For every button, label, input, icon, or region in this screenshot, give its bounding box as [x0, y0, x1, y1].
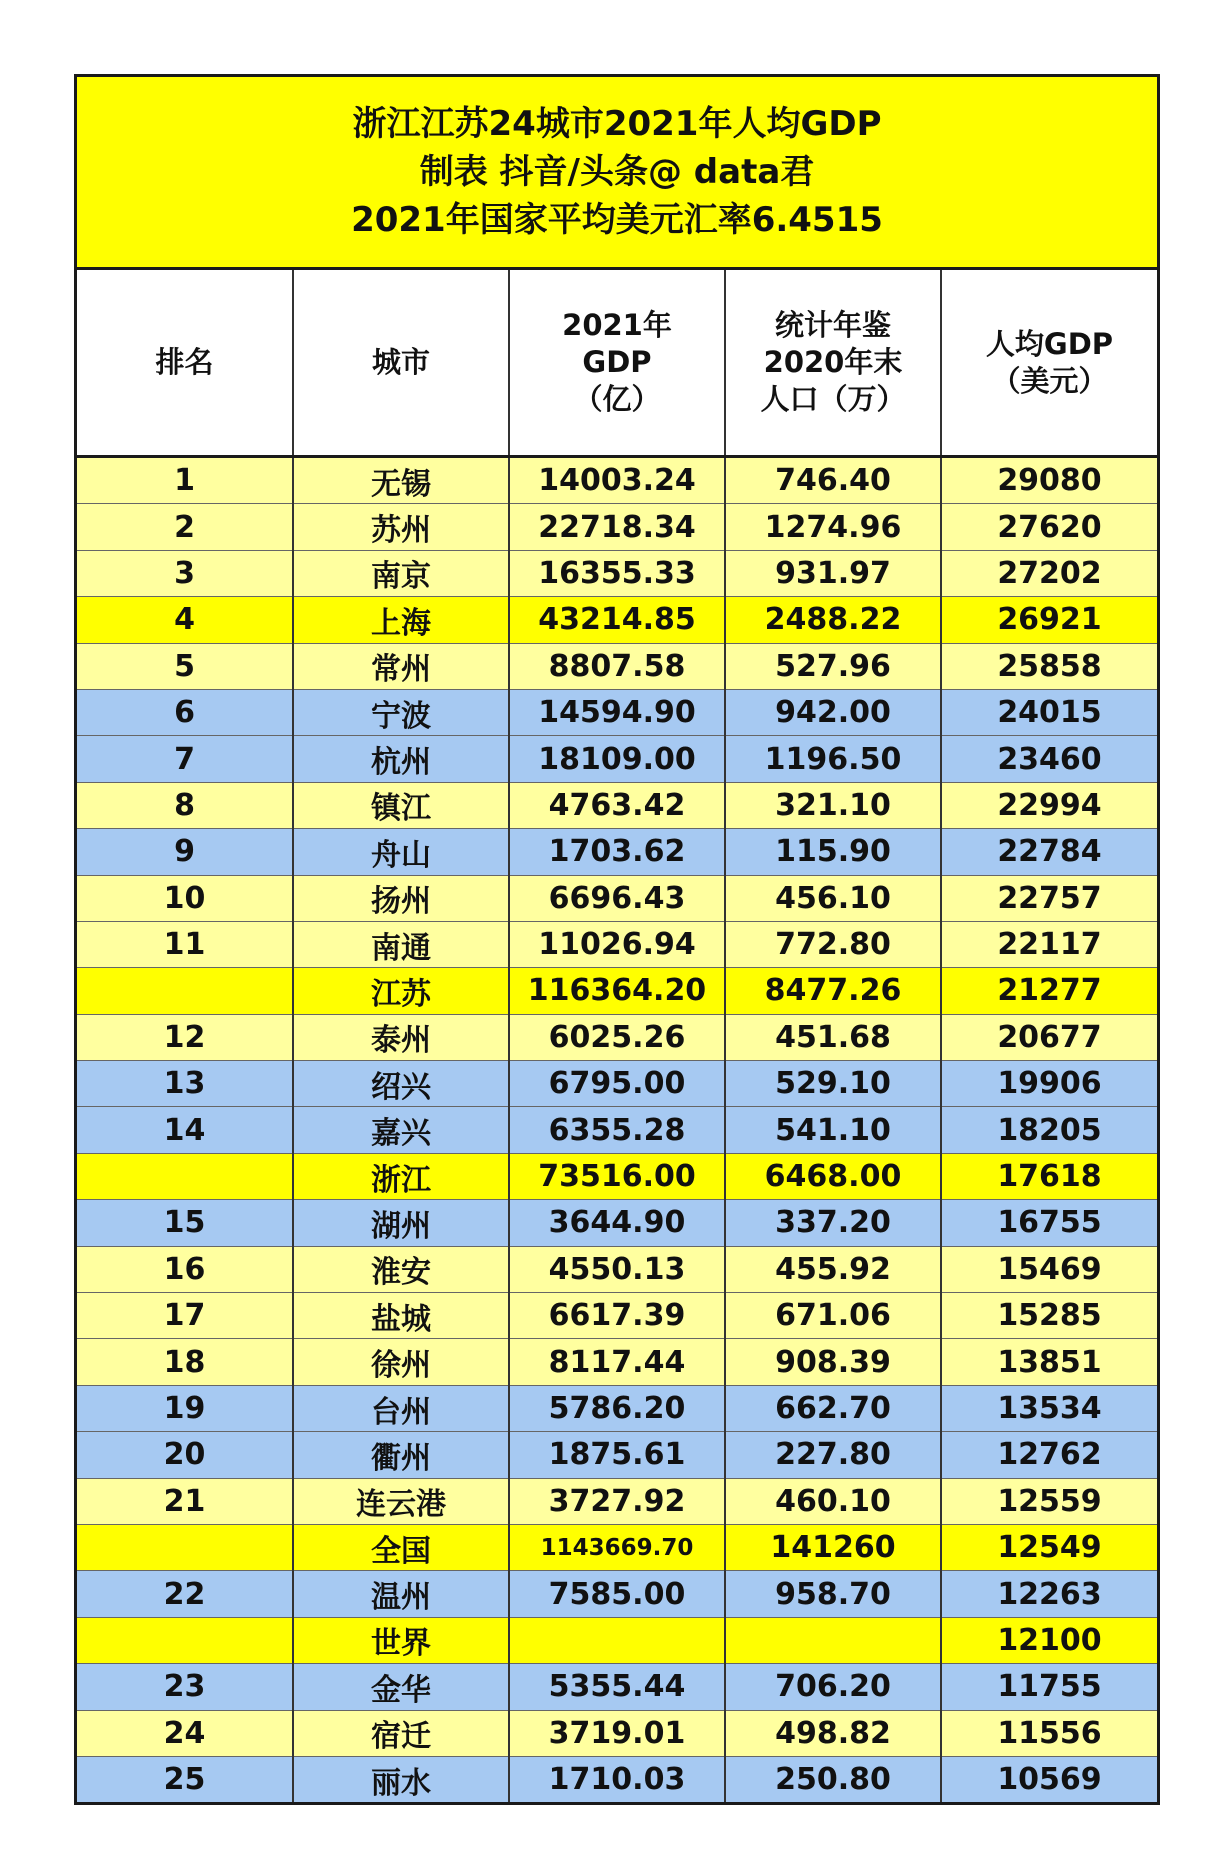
gdp-cell: 6355.28 — [509, 1107, 725, 1153]
table-row — [77, 504, 1157, 550]
gdp-cell: 5786.20 — [509, 1385, 725, 1431]
rank-cell: 11 — [77, 921, 293, 967]
per-capita-gdp-cell: 27620 — [941, 504, 1157, 550]
population-cell: 498.82 — [725, 1710, 941, 1756]
table-row — [77, 968, 1157, 1014]
per-capita-gdp-cell: 22784 — [941, 829, 1157, 875]
city-cell: 泰州 — [293, 1014, 509, 1060]
population-cell: 6468.00 — [725, 1153, 941, 1199]
per-capita-gdp-cell: 27202 — [941, 550, 1157, 596]
gdp-cell: 6795.00 — [509, 1061, 725, 1107]
header-gdp: 2021年 GDP （亿） — [509, 270, 725, 457]
table-row — [77, 1061, 1157, 1107]
per-capita-gdp-cell: 20677 — [941, 1014, 1157, 1060]
population-cell: 958.70 — [725, 1571, 941, 1617]
population-cell: 942.00 — [725, 689, 941, 735]
population-cell — [725, 1617, 941, 1663]
population-cell: 451.68 — [725, 1014, 941, 1060]
per-capita-gdp-cell: 19906 — [941, 1061, 1157, 1107]
rank-cell — [77, 1153, 293, 1199]
city-cell: 盐城 — [293, 1293, 509, 1339]
population-cell: 321.10 — [725, 782, 941, 828]
rank-cell — [77, 968, 293, 1014]
header-per-capita-gdp: 人均GDP （美元） — [941, 270, 1157, 457]
gdp-cell: 8807.58 — [509, 643, 725, 689]
table-row — [77, 1246, 1157, 1292]
gdp-table-sheet — [74, 74, 1160, 1805]
rank-cell: 10 — [77, 875, 293, 921]
header-row — [77, 270, 1157, 457]
table-row — [77, 782, 1157, 828]
rank-cell: 22 — [77, 1571, 293, 1617]
per-capita-gdp-cell: 29080 — [941, 457, 1157, 504]
gdp-table — [77, 270, 1157, 1802]
rank-cell — [77, 1524, 293, 1570]
rank-cell: 18 — [77, 1339, 293, 1385]
rank-cell: 7 — [77, 736, 293, 782]
per-capita-gdp-cell: 11755 — [941, 1664, 1157, 1710]
per-capita-gdp-cell: 12100 — [941, 1617, 1157, 1663]
table-row — [77, 921, 1157, 967]
city-cell: 世界 — [293, 1617, 509, 1663]
per-capita-gdp-cell: 22757 — [941, 875, 1157, 921]
population-cell: 2488.22 — [725, 597, 941, 643]
table-row — [77, 1571, 1157, 1617]
gdp-cell: 16355.33 — [509, 550, 725, 596]
city-cell: 上海 — [293, 597, 509, 643]
gdp-cell: 7585.00 — [509, 1571, 725, 1617]
table-row — [77, 1339, 1157, 1385]
title-line-3: 2021年国家平均美元汇率6.4515 — [351, 200, 883, 240]
city-cell: 金华 — [293, 1664, 509, 1710]
city-cell: 绍兴 — [293, 1061, 509, 1107]
gdp-cell: 14003.24 — [509, 457, 725, 504]
rank-cell: 9 — [77, 829, 293, 875]
city-cell: 丽水 — [293, 1756, 509, 1802]
city-cell: 台州 — [293, 1385, 509, 1431]
per-capita-gdp-cell: 17618 — [941, 1153, 1157, 1199]
rank-cell: 23 — [77, 1664, 293, 1710]
gdp-cell: 116364.20 — [509, 968, 725, 1014]
gdp-cell: 5355.44 — [509, 1664, 725, 1710]
population-cell: 529.10 — [725, 1061, 941, 1107]
gdp-cell: 8117.44 — [509, 1339, 725, 1385]
gdp-cell: 73516.00 — [509, 1153, 725, 1199]
population-cell: 460.10 — [725, 1478, 941, 1524]
title-line-1: 浙江江苏24城市2021年人均GDP — [352, 104, 882, 144]
per-capita-gdp-cell: 15469 — [941, 1246, 1157, 1292]
header-population: 统计年鉴 2020年末 人口（万） — [725, 270, 941, 457]
per-capita-gdp-cell: 12762 — [941, 1432, 1157, 1478]
header-rank: 排名 — [77, 270, 293, 457]
gdp-cell: 6696.43 — [509, 875, 725, 921]
population-cell: 541.10 — [725, 1107, 941, 1153]
rank-cell: 17 — [77, 1293, 293, 1339]
per-capita-gdp-cell: 24015 — [941, 689, 1157, 735]
per-capita-gdp-cell: 16755 — [941, 1200, 1157, 1246]
population-cell: 662.70 — [725, 1385, 941, 1431]
rank-cell: 24 — [77, 1710, 293, 1756]
gdp-cell: 6025.26 — [509, 1014, 725, 1060]
header-city: 城市 — [293, 270, 509, 457]
per-capita-gdp-cell: 21277 — [941, 968, 1157, 1014]
rank-cell: 6 — [77, 689, 293, 735]
table-row — [77, 1153, 1157, 1199]
population-cell: 227.80 — [725, 1432, 941, 1478]
population-cell: 772.80 — [725, 921, 941, 967]
table-row — [77, 457, 1157, 504]
gdp-cell: 3727.92 — [509, 1478, 725, 1524]
rank-cell: 8 — [77, 782, 293, 828]
population-cell: 706.20 — [725, 1664, 941, 1710]
per-capita-gdp-cell: 18205 — [941, 1107, 1157, 1153]
gdp-cell: 22718.34 — [509, 504, 725, 550]
rank-cell — [77, 1617, 293, 1663]
population-cell: 250.80 — [725, 1756, 941, 1802]
city-cell: 温州 — [293, 1571, 509, 1617]
table-row — [77, 1756, 1157, 1802]
per-capita-gdp-cell: 15285 — [941, 1293, 1157, 1339]
city-cell: 舟山 — [293, 829, 509, 875]
gdp-cell: 6617.39 — [509, 1293, 725, 1339]
table-row — [77, 1478, 1157, 1524]
table-row — [77, 1200, 1157, 1246]
population-cell: 671.06 — [725, 1293, 941, 1339]
city-cell: 全国 — [293, 1524, 509, 1570]
table-row — [77, 1710, 1157, 1756]
gdp-cell: 4550.13 — [509, 1246, 725, 1292]
table-row — [77, 1432, 1157, 1478]
table-row — [77, 1524, 1157, 1570]
city-cell: 衢州 — [293, 1432, 509, 1478]
per-capita-gdp-cell: 13534 — [941, 1385, 1157, 1431]
city-cell: 镇江 — [293, 782, 509, 828]
table-row — [77, 1664, 1157, 1710]
table-row — [77, 736, 1157, 782]
per-capita-gdp-cell: 13851 — [941, 1339, 1157, 1385]
city-cell: 宁波 — [293, 689, 509, 735]
per-capita-gdp-cell: 25858 — [941, 643, 1157, 689]
population-cell: 455.92 — [725, 1246, 941, 1292]
rank-cell: 12 — [77, 1014, 293, 1060]
rank-cell: 4 — [77, 597, 293, 643]
table-row — [77, 875, 1157, 921]
gdp-cell: 3719.01 — [509, 1710, 725, 1756]
gdp-cell: 43214.85 — [509, 597, 725, 643]
population-cell: 456.10 — [725, 875, 941, 921]
gdp-cell: 18109.00 — [509, 736, 725, 782]
per-capita-gdp-cell: 10569 — [941, 1756, 1157, 1802]
per-capita-gdp-cell: 26921 — [941, 597, 1157, 643]
rank-cell: 19 — [77, 1385, 293, 1431]
population-cell: 746.40 — [725, 457, 941, 504]
city-cell: 常州 — [293, 643, 509, 689]
table-row — [77, 550, 1157, 596]
city-cell: 无锡 — [293, 457, 509, 504]
population-cell: 527.96 — [725, 643, 941, 689]
city-cell: 连云港 — [293, 1478, 509, 1524]
gdp-cell: 1710.03 — [509, 1756, 725, 1802]
city-cell: 湖州 — [293, 1200, 509, 1246]
city-cell: 苏州 — [293, 504, 509, 550]
rank-cell: 16 — [77, 1246, 293, 1292]
per-capita-gdp-cell: 23460 — [941, 736, 1157, 782]
gdp-cell: 1875.61 — [509, 1432, 725, 1478]
title-line-2: 制表 抖音/头条@ data君 — [419, 152, 815, 192]
city-cell: 嘉兴 — [293, 1107, 509, 1153]
city-cell: 江苏 — [293, 968, 509, 1014]
city-cell: 宿迁 — [293, 1710, 509, 1756]
population-cell: 1274.96 — [725, 504, 941, 550]
city-cell: 扬州 — [293, 875, 509, 921]
table-row — [77, 829, 1157, 875]
gdp-cell: 3644.90 — [509, 1200, 725, 1246]
rank-cell: 5 — [77, 643, 293, 689]
gdp-cell: 4763.42 — [509, 782, 725, 828]
table-row — [77, 1293, 1157, 1339]
rank-cell: 15 — [77, 1200, 293, 1246]
rank-cell: 25 — [163, 1762, 206, 1798]
city-cell: 徐州 — [293, 1339, 509, 1385]
table-row — [77, 1617, 1157, 1663]
city-cell: 浙江 — [293, 1153, 509, 1199]
per-capita-gdp-cell: 22994 — [941, 782, 1157, 828]
city-cell: 南通 — [293, 921, 509, 967]
rank-cell: 1 — [77, 457, 293, 504]
rank-cell: 14 — [77, 1107, 293, 1153]
city-cell: 杭州 — [293, 736, 509, 782]
population-cell: 8477.26 — [725, 968, 941, 1014]
title-block — [77, 77, 1157, 270]
per-capita-gdp-cell: 12559 — [941, 1478, 1157, 1524]
population-cell: 1196.50 — [725, 736, 941, 782]
rank-cell: 20 — [77, 1432, 293, 1478]
gdp-cell: 14594.90 — [509, 689, 725, 735]
rank-cell: 2 — [77, 504, 293, 550]
gdp-cell: 11026.94 — [509, 921, 725, 967]
per-capita-gdp-cell: 12549 — [941, 1524, 1157, 1570]
rank-cell: 13 — [77, 1061, 293, 1107]
table-row — [77, 643, 1157, 689]
table-row — [77, 1014, 1157, 1060]
per-capita-gdp-cell: 12263 — [941, 1571, 1157, 1617]
gdp-cell: 1703.62 — [509, 829, 725, 875]
population-cell: 115.90 — [725, 829, 941, 875]
rank-cell: 3 — [77, 550, 293, 596]
gdp-cell: 1143669.70 — [509, 1524, 725, 1570]
gdp-cell — [509, 1617, 725, 1663]
rank-cell: 21 — [77, 1478, 293, 1524]
per-capita-gdp-cell: 11556 — [941, 1710, 1157, 1756]
city-cell: 南京 — [293, 550, 509, 596]
table-row — [77, 597, 1157, 643]
per-capita-gdp-cell: 22117 — [941, 921, 1157, 967]
table-row — [77, 1107, 1157, 1153]
population-cell: 931.97 — [725, 550, 941, 596]
table-body — [77, 457, 1157, 1803]
population-cell: 908.39 — [725, 1339, 941, 1385]
population-cell: 141260 — [725, 1524, 941, 1570]
table-row — [77, 689, 1157, 735]
population-cell: 337.20 — [725, 1200, 941, 1246]
table-row — [77, 1385, 1157, 1431]
city-cell: 淮安 — [293, 1246, 509, 1292]
